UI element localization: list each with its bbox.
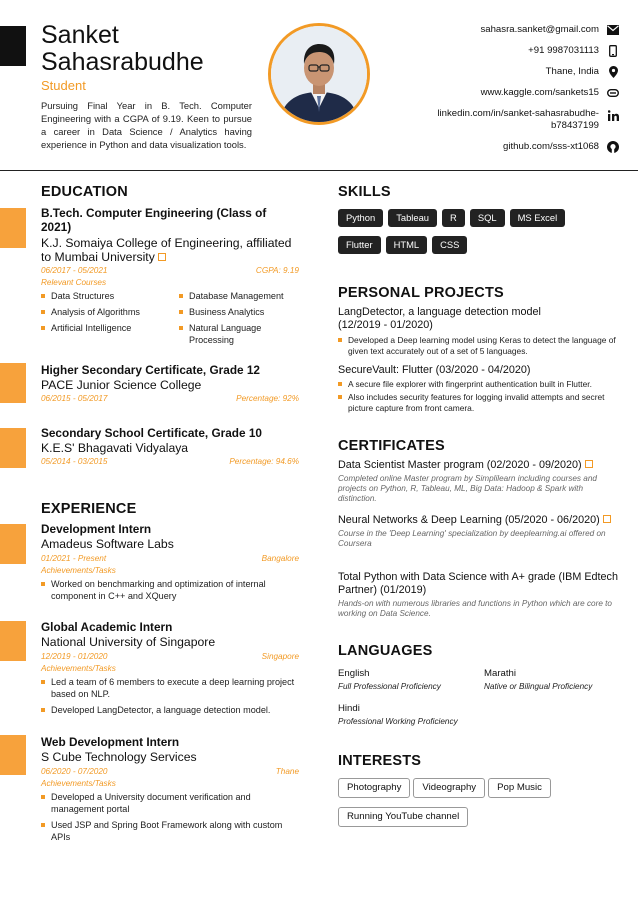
projects-title: PERSONAL PROJECTS [338, 285, 504, 301]
languages-title: LANGUAGES [338, 643, 433, 659]
external-link-icon[interactable] [585, 460, 593, 468]
certificate-desc: Hands-on with numerous libraries and functions in Python which are core to working on Data Science. [338, 599, 612, 618]
certificate-item [338, 514, 620, 549]
skill-tag: Flutter [338, 236, 381, 254]
candidate-name [41, 22, 251, 76]
course-item: Database Management [179, 290, 299, 302]
job-role: Development Intern [41, 522, 152, 536]
github-icon [607, 141, 619, 153]
contact-location [308, 66, 638, 78]
certificate-desc: Course in the 'Deep Learning' specialization by deeplearning.ai offered on Coursera [338, 529, 606, 548]
external-link-icon[interactable] [158, 253, 166, 261]
degree-grade: CGPA: 9.19 [255, 266, 299, 275]
project-bullet: A secure file explorer with fingerprint authentication built in Flutter. [338, 379, 618, 390]
achievements-label: Achievements/Tasks [41, 664, 116, 673]
skill-tag: SQL [470, 209, 505, 227]
certificate-item [338, 571, 620, 619]
skill-tag: Python [338, 209, 383, 227]
phone-icon [607, 45, 619, 57]
degree-dates: 05/2014 - 03/2015 [41, 457, 108, 466]
achievement-item: Developed LangDetector, a language detection model. [41, 704, 299, 716]
exp-marker-1 [0, 524, 26, 564]
job-location: Thane [275, 767, 299, 776]
course-item: Business Analytics [179, 306, 299, 318]
certificate-name-text: Neural Networks & Deep Learning (05/2020 - 06/2020) [338, 514, 600, 526]
interest-tag: Running YouTube channel [338, 807, 468, 827]
contact-phone-text: +91 9987031113 [528, 45, 599, 56]
language-name: Marathi [484, 668, 516, 679]
contact-kaggle-text: www.kaggle.com/sankets15 [480, 87, 599, 98]
contact-github-text: github.com/sss-xt1068 [503, 141, 599, 152]
skill-tag: Tableau [388, 209, 437, 227]
contact-email[interactable] [308, 24, 638, 36]
achievements-label: Achievements/Tasks [41, 566, 116, 575]
certificate-desc: Completed online Master program by Simplilearn including courses and projects on Python, R, Tableau, ML, Big Data: Hadoop & Spark with distinction. [338, 474, 597, 503]
skill-tag: CSS [432, 236, 467, 254]
project-name: SecureVault: Flutter (03/2020 - 04/2020) [338, 364, 531, 376]
job-dates: 12/2019 - 01/2020 [41, 652, 108, 661]
experience-title: EXPERIENCE [41, 501, 137, 517]
experience-item [41, 735, 299, 843]
degree-title: Secondary School Certificate, Grade 10 [41, 426, 262, 440]
first-name: Sanket [41, 21, 119, 49]
courses-label: Relevant Courses [41, 278, 107, 287]
email-icon [607, 24, 619, 36]
project-name: LangDetector, a language detection model (12/2019 - 01/2020) [338, 306, 541, 331]
project-item [338, 364, 618, 414]
interests-row-2 [338, 806, 628, 827]
experience-item [41, 522, 299, 602]
language-item [484, 668, 592, 692]
degree-dates: 06/2015 - 05/2017 [41, 394, 108, 403]
experience-item [41, 620, 299, 716]
job-meta [41, 554, 299, 563]
degree-title: Higher Secondary Certificate, Grade 12 [41, 363, 260, 377]
interest-tag: Photography [338, 778, 410, 798]
achievement-item: Worked on benchmarking and optimization of internal component in C++ and XQuery [41, 578, 299, 602]
contact-list [308, 24, 638, 162]
interest-tag: Pop Music [488, 778, 551, 798]
language-name: Hindi [338, 703, 360, 714]
education-title: EDUCATION [41, 184, 128, 200]
job-location: Singapore [261, 652, 299, 661]
contact-kaggle[interactable] [308, 87, 638, 99]
job-dates: 01/2021 - Present [41, 554, 107, 563]
contact-location-text: Thane, India [545, 66, 599, 77]
language-item [338, 668, 441, 692]
skill-tag: HTML [386, 236, 428, 254]
school-name: K.E.S' Bhagavati Vidyalaya [41, 441, 189, 455]
edu-marker-2 [0, 363, 26, 403]
language-level: Native or Bilingual Proficiency [484, 682, 593, 691]
school-name [41, 236, 299, 264]
language-name: English [338, 668, 370, 679]
language-level: Full Professional Proficiency [338, 682, 441, 691]
job-dates: 06/2020 - 07/2020 [41, 767, 108, 776]
location-icon [607, 66, 619, 78]
last-name: Sahasrabudhe [41, 48, 204, 76]
interests-title: INTERESTS [338, 753, 422, 769]
job-role: Web Development Intern [41, 735, 180, 749]
course-item: Data Structures [41, 290, 179, 302]
skills-row-2 [338, 235, 628, 254]
summary-text: Pursuing Final Year in B. Tech. Computer Engineering with a CGPA of 9.19. Keen to pursue a career in Data Science / Analytics having experience in Python and data visualization tools. [41, 100, 252, 150]
edu-marker-1 [0, 208, 26, 248]
edu-marker-3 [0, 428, 26, 468]
linkedin-icon [607, 109, 619, 121]
external-link-icon[interactable] [603, 515, 611, 523]
degree-meta [41, 457, 299, 466]
header-divider [0, 170, 638, 171]
contact-linkedin[interactable] [308, 108, 638, 132]
contact-github[interactable] [308, 141, 638, 153]
education-item [41, 363, 299, 403]
skills-row-1 [338, 208, 628, 227]
degree-meta [41, 394, 299, 403]
achievement-item: Developed a University document verification and management portal [41, 791, 299, 815]
exp-marker-2 [0, 621, 26, 661]
job-org: Amadeus Software Labs [41, 537, 174, 551]
course-item: Natural Language Processing [179, 322, 299, 346]
achievement-item: Led a team of 6 members to execute a deep learning project based on NLP. [41, 676, 299, 700]
candidate-role: Student [41, 78, 86, 93]
education-item [41, 206, 299, 346]
skills-title: SKILLS [338, 184, 391, 200]
degree-grade: Percentage: 92% [236, 394, 299, 403]
achievements-label: Achievements/Tasks [41, 779, 116, 788]
certificate-name [338, 514, 620, 527]
contact-phone[interactable] [308, 45, 638, 57]
job-meta [41, 767, 299, 776]
contact-linkedin-text: linkedin.com/in/sanket-sahasrabudhe-b78437199 [437, 108, 599, 131]
language-level: Professional Working Proficiency [338, 717, 458, 726]
degree-meta [41, 266, 299, 275]
certificate-name-text: Data Scientist Master program (02/2020 - 09/2020) [338, 459, 582, 471]
courses-grid [41, 290, 299, 346]
job-role: Global Academic Intern [41, 620, 173, 634]
school-name-text: K.J. Somaiya College of Engineering, affiliated to Mumbai University [41, 236, 292, 264]
contact-email-text: sahasra.sanket@gmail.com [480, 24, 599, 35]
course-item: Artificial Intelligence [41, 322, 179, 346]
degree-title: B.Tech. Computer Engineering (Class of 2021) [41, 206, 267, 234]
exp-marker-3 [0, 735, 26, 775]
skill-tag: MS Excel [510, 209, 566, 227]
school-name: PACE Junior Science College [41, 378, 202, 392]
education-item [41, 426, 299, 466]
degree-grade: Percentage: 94.6% [229, 457, 299, 466]
certificate-item [338, 459, 620, 504]
job-org: National University of Singapore [41, 635, 216, 649]
project-bullet: Also includes security features for logging invalid attempts and secret picture capture from front camera. [338, 392, 618, 414]
course-item: Analysis of Algorithms [41, 306, 179, 318]
achievement-item: Used JSP and Spring Boot Framework along with custom APIs [41, 819, 299, 843]
header-accent-bar [0, 26, 26, 66]
language-item [338, 703, 458, 727]
project-bullet: Developed a Deep learning model using Keras to detect the language of given text accurately out of a set of 5 languages. [338, 335, 618, 357]
interests-row-1 [338, 777, 628, 798]
certificate-name [338, 459, 620, 472]
job-meta [41, 652, 299, 661]
link-icon [607, 87, 619, 99]
certificate-name: Total Python with Data Science with A+ grade (IBM Edtech Partner) (01/2019) [338, 571, 618, 596]
certificates-title: CERTIFICATES [338, 438, 445, 454]
project-item [338, 306, 618, 357]
degree-dates: 06/2017 - 05/2021 [41, 266, 108, 275]
job-location: Bangalore [261, 554, 299, 563]
job-org: S Cube Technology Services [41, 750, 197, 764]
interest-tag: Videography [413, 778, 485, 798]
skill-tag: R [442, 209, 465, 227]
